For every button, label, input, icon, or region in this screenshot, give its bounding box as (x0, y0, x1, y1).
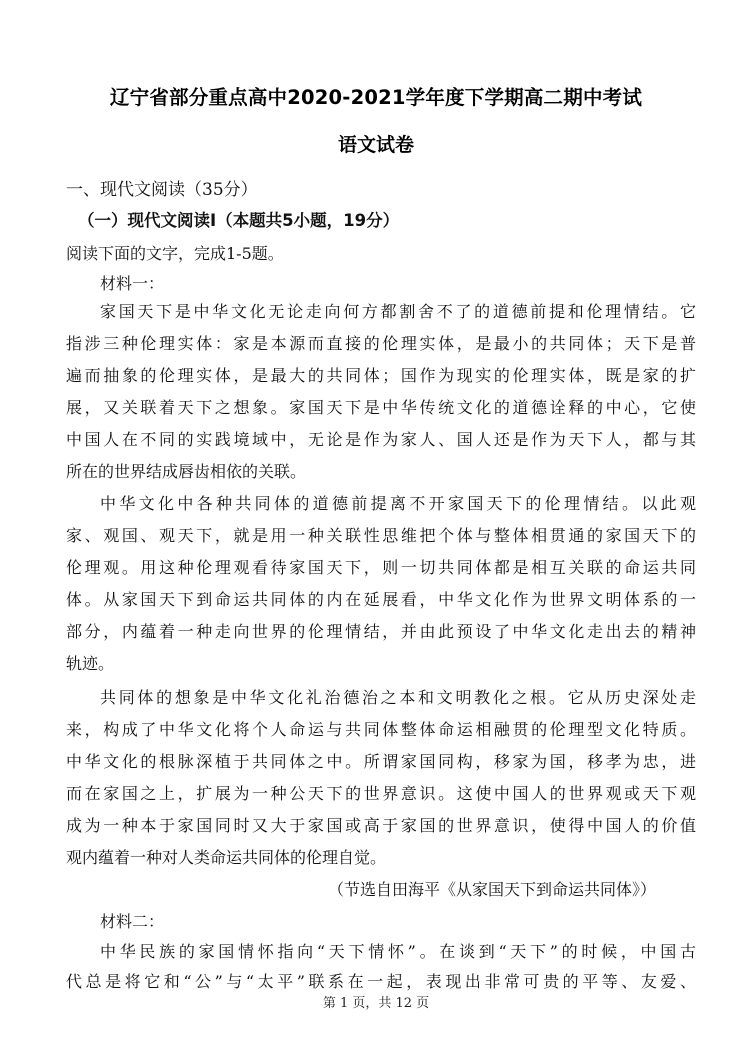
paragraph-line: 部分，内蕴着一种走向世界的伦理情结，并由此预设了中华文化走出去的精神 (66, 622, 696, 641)
paragraph-line: 伦理观。用这种伦理观看待家国天下，则一切共同体都是相互关联的命运共同 (66, 558, 696, 577)
paragraph-line: 指涉三种伦理实体：家是本源而直接的伦理实体，是最小的共同体；天下是普 (66, 334, 696, 353)
paragraph-line: 代总是将它和“公”与“太平”联系在一起，表现出非常可贵的平等、友爱、 (66, 972, 696, 991)
paragraph-line: 观内蕴着一种对人类命运共同体的伦理自觉。 (66, 848, 387, 867)
paragraph-line: 中华文化的根脉深植于共同体之中。所谓家国同构，移家为国，移孝为忠，进 (66, 752, 696, 771)
paragraph-line: 共同体的想象是中华文化礼治德治之本和文明教化之根。它从历史深处走 (100, 688, 696, 707)
paragraph-line: 家、观国、观天下，就是用一种关联性思维把个体与整体相贯通的家国天下的 (66, 526, 696, 545)
paragraph-line: 所在的世界结成唇齿相依的关联。 (66, 462, 307, 481)
paragraph-line: 家国天下是中华文化无论走向何方都割舍不了的道德前提和伦理情结。它 (100, 302, 696, 321)
paragraph-line: 轨迹。 (66, 654, 115, 673)
paragraph-line: 中国人在不同的实践境域中，无论是作为家人、国人还是作为天下人，都与其 (66, 430, 696, 449)
paragraph-line: 展，又关联着天下之想象。家国天下是中华传统文化的道德诠释的中心，它使 (66, 398, 696, 417)
exam-title: 辽宁省部分重点高中2020-2021学年度下学期高二期中考试 (109, 86, 643, 109)
page-footer: 第 1 页，共 12 页 (322, 996, 430, 1011)
material2-label: 材料二： (100, 912, 165, 931)
paragraph-line: 来，构成了中华文化将个人命运与共同体整体命运相融贯的伦理型文化特质。 (66, 720, 696, 739)
paragraph-line: 体。从家国天下到命运共同体的内在延展看，中华文化作为世界文明体系的一 (66, 590, 696, 609)
material1-label: 材料一： (100, 274, 165, 293)
paragraph-line: 遍而抽象的伦理实体，是最大的共同体；国作为现实的伦理实体，既是家的扩 (66, 366, 696, 385)
instruction-text: 阅读下面的文字，完成1-5题。 (66, 244, 284, 263)
paragraph-line: 而在家国之上，扩展为一种公天下的世界意识。这使中国人的世界观或天下观 (66, 784, 696, 803)
source-citation: （节选自田海平《从家国天下到命运共同体》） (327, 880, 656, 899)
paragraph-line: 中华文化中各种共同体的道德前提离不开家国天下的伦理情结。以此观 (100, 494, 696, 513)
paragraph-line: 成为一种本于家国同时又大于家国或高于家国的世界意识，使得中国人的价值 (66, 816, 696, 835)
exam-subtitle: 语文试卷 (337, 134, 414, 156)
subsection-heading: （一）现代文阅读Ⅰ（本题共5小题，19分） (78, 211, 400, 230)
section-heading: 一、现代文阅读（35分） (66, 180, 258, 200)
paragraph-line: 中华民族的家国情怀指向“天下情怀”。在谈到“天下”的时候，中国古 (100, 942, 696, 961)
